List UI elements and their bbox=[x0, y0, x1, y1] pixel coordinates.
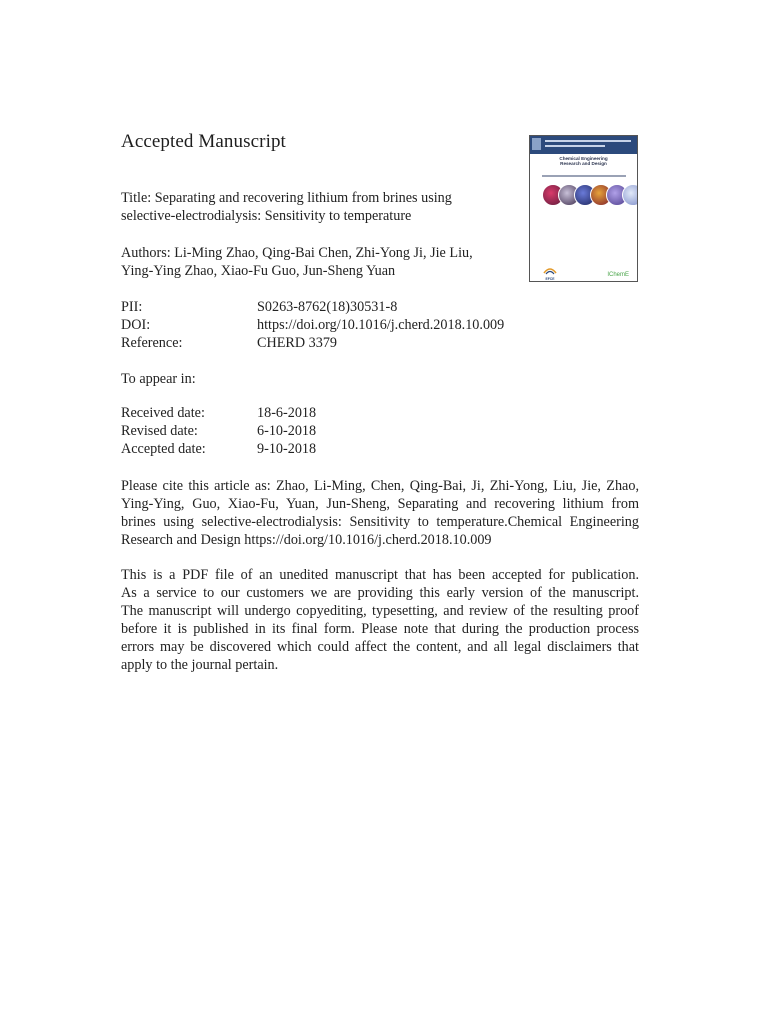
citation-paragraph bbox=[121, 477, 639, 549]
identifier-value: S0263-8762(18)30531-8 bbox=[257, 299, 398, 315]
cover-journal-title bbox=[530, 156, 637, 167]
identifiers-table bbox=[121, 298, 639, 352]
identifier-row bbox=[121, 316, 639, 334]
icheme-logo-text: IChemE bbox=[607, 272, 629, 278]
notice-line: apply to the journal pertain. bbox=[121, 657, 279, 673]
cover-header-text-line bbox=[545, 145, 605, 147]
citation-line: brines using selective-electrodialysis: Sensitivity to temperature.Chemical Engineering bbox=[121, 514, 639, 530]
cover-journal-title-line: Research and Design bbox=[560, 161, 607, 167]
publisher-logo-icon bbox=[532, 138, 541, 150]
citation-line: Ying-Ying, Guo, Xiao-Fu, Yuan, Jun-Sheng, Separating and recovering lithium from bbox=[121, 496, 639, 512]
dates-table bbox=[121, 404, 639, 458]
cover-header-text-line bbox=[545, 140, 631, 142]
doi-link[interactable]: https://doi.org/10.1016/j.cherd.2018.10.009 bbox=[257, 317, 505, 333]
notice-line: before it is published in its final form. Please note that during the production process bbox=[121, 621, 639, 637]
cover-journal-title-line: Chemical Engineering bbox=[559, 156, 608, 161]
citation-line: Research and Design https://doi.org/10.1016/j.cherd.2018.10.009 bbox=[121, 532, 492, 548]
to-appear-in: To appear in: bbox=[121, 371, 196, 387]
citation-line: Please cite this article as: Zhao, Li-Ming, Chen, Qing-Bai, Ji, Zhi-Yong, Liu, Jie, Zhao, bbox=[121, 478, 639, 494]
identifier-row bbox=[121, 334, 639, 352]
notice-line: This is a PDF file of an unedited manuscript that has been accepted for publication. bbox=[121, 567, 639, 583]
efce-logo-text: EFCE bbox=[545, 277, 555, 281]
title-line: Title: Separating and recovering lithium from brines using bbox=[121, 190, 452, 206]
page-heading: Accepted Manuscript bbox=[121, 131, 286, 152]
identifier-label: DOI: bbox=[121, 317, 151, 333]
cover-header-band bbox=[530, 136, 637, 154]
identifier-value: CHERD 3379 bbox=[257, 335, 338, 351]
identifier-row bbox=[121, 298, 639, 316]
date-row bbox=[121, 440, 639, 458]
cover-subtitle-line bbox=[542, 175, 626, 177]
title-line: selective-electrodialysis: Sensitivity to temperature bbox=[121, 208, 412, 224]
notice-line: The manuscript will undergo copyediting, typesetting, and review of the resulting proof bbox=[121, 603, 639, 619]
notice-line: errors may be discovered which could affect the content, and all legal disclaimers that bbox=[121, 639, 639, 655]
date-label: Revised date: bbox=[121, 423, 198, 439]
date-row bbox=[121, 422, 639, 440]
authors-line: Ying-Ying Zhao, Xiao-Fu Guo, Jun-Sheng Yuan bbox=[121, 263, 396, 279]
identifier-label: PII: bbox=[121, 299, 143, 315]
date-row bbox=[121, 404, 639, 422]
authors bbox=[121, 244, 639, 280]
notice-line: As a service to our customers we are providing this early version of the manuscript. bbox=[121, 585, 639, 601]
identifier-label: Reference: bbox=[121, 335, 183, 351]
date-label: Accepted date: bbox=[121, 441, 206, 457]
date-value: 9-10-2018 bbox=[257, 441, 317, 457]
authors-line: Authors: Li-Ming Zhao, Qing-Bai Chen, Zhi-Yong Ji, Jie Liu, bbox=[121, 245, 473, 261]
date-value: 6-10-2018 bbox=[257, 423, 317, 439]
date-label: Received date: bbox=[121, 405, 205, 421]
notice-paragraph bbox=[121, 566, 639, 674]
article-title bbox=[121, 189, 639, 225]
date-value: 18-6-2018 bbox=[257, 405, 317, 421]
